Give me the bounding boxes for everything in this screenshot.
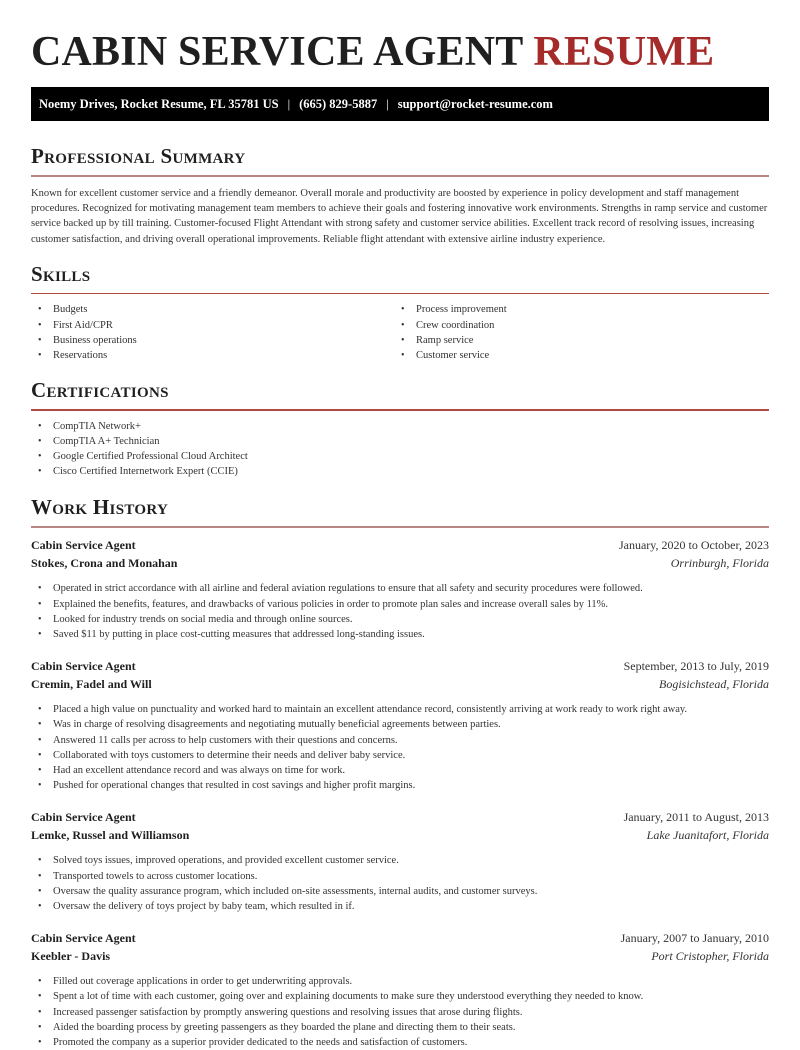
certifications-section [31, 377, 769, 479]
job-dates: January, 2020 to October, 2023 [618, 538, 769, 553]
job-company: Stokes, Crona and Monahan [31, 556, 178, 571]
job-bullet: • Transported towels to across customer locations. [31, 869, 769, 884]
job-entry [31, 536, 769, 642]
job-bullet: • Looked for industry trends on social media and through online sources. [31, 612, 769, 627]
title-main: CABIN SERVICE AGENT [31, 29, 523, 75]
job-dates: January, 2007 to January, 2010 [620, 931, 769, 946]
skills-grid [31, 302, 769, 363]
job-entry [31, 657, 769, 793]
section-heading-work-history: Work History [31, 495, 169, 520]
job-title: Cabin Service Agent [31, 810, 136, 825]
job-header-row [31, 808, 769, 826]
skill-item: • Ramp service [394, 333, 757, 348]
job-bullet: • Spent a lot of time with each customer, going over and explaining documents to make sure they understood everything they needed to know. [31, 989, 769, 1004]
job-bullet: • Was in charge of resolving disagreements and negotiating mutually beneficial agreements between parties. [31, 717, 769, 732]
job-company-row [31, 826, 769, 844]
job-company-row [31, 947, 769, 965]
skills-section [31, 261, 769, 363]
section-heading-certifications: Certifications [31, 378, 169, 403]
job-bullets [31, 974, 769, 1050]
job-dates: January, 2011 to August, 2013 [623, 810, 769, 825]
certification-item: • Cisco Certified Internetwork Expert (CCIE) [31, 464, 769, 479]
skill-item: • Budgets [31, 302, 394, 317]
job-bullet: • Collaborated with toys customers to determine their needs and deliver baby service. [31, 748, 769, 763]
job-bullet: • Explained the benefits, features, and drawbacks of various policies in order to promote plan sales and increase overall sales by 11%. [31, 597, 769, 612]
title-accent: RESUME [533, 29, 715, 75]
job-bullet: • Filled out coverage applications in order to get underwriting approvals. [31, 974, 769, 989]
job-company: Keebler - Davis [31, 949, 111, 964]
job-bullet: • Answered 11 calls per across to help customers with their questions and concerns. [31, 733, 769, 748]
skill-item: • First Aid/CPR [31, 318, 394, 333]
contact-separator: | [287, 96, 291, 111]
skill-item: • Business operations [31, 333, 394, 348]
skills-list-right [394, 302, 757, 363]
job-bullet: • Increased passenger satisfaction by promptly answering questions and resolving issues that arose during flights. [31, 1005, 769, 1020]
job-bullet: • Saved $11 by putting in place cost-cutting measures that addressed long-standing issues. [31, 627, 769, 642]
skill-item: • Crew coordination [394, 318, 757, 333]
section-divider [31, 409, 769, 411]
skill-item: • Process improvement [394, 302, 757, 317]
job-bullets [31, 853, 769, 914]
section-heading-skills: Skills [31, 261, 91, 286]
contact-bar [31, 87, 769, 121]
skill-item: • Reservations [31, 348, 394, 363]
job-bullet: • Operated in strict accordance with all airline and federal aviation regulations to ensure that all safety and security procedures were followed. [31, 581, 769, 596]
job-location: Port Cristopher, Florida [651, 949, 769, 964]
job-bullet: • Had an excellent attendance record and was always on time for work. [31, 763, 769, 778]
job-location: Lake Juanitafort, Florida [646, 828, 769, 843]
skills-column-left [31, 302, 394, 363]
job-bullet: • Oversaw the delivery of toys project by baby team, which resulted in if. [31, 899, 769, 914]
job-company-row [31, 675, 769, 693]
job-entry [31, 808, 769, 914]
job-bullets [31, 581, 769, 642]
certification-item: • CompTIA Network+ [31, 419, 769, 434]
summary-text: Known for excellent customer service and a friendly demeanor. Overall morale and productivity are boosted by experience in policy development and staff management procedures. Recognized for motivating management team members to achieve their goals and fostering innovative work environments. Strengths in ramp service and customer service backed up by till training. Customer-focused Flight Attendant with strong safety and customer service abilities. Excellent track record of resolving issues, increasing customer satisfaction, and driving overall operational improvements. Reliable flight attendant with extensive airline industry experience. [31, 188, 768, 245]
job-location: Orrinburgh, Florida [670, 556, 769, 571]
contact-address: Noemy Drives, Rocket Resume, FL 35781 US [39, 96, 279, 111]
skills-column-right [394, 302, 757, 363]
job-dates: September, 2013 to July, 2019 [623, 659, 769, 674]
contact-email[interactable]: support@rocket-resume.com [397, 96, 553, 111]
job-bullet: • Solved toys issues, improved operations, and provided excellent customer service. [31, 853, 769, 868]
section-divider [31, 293, 769, 295]
job-company: Cremin, Fadel and Will [31, 677, 152, 692]
job-header-row [31, 536, 769, 554]
contact-phone: (665) 829-5887 [299, 96, 378, 111]
section-divider [31, 526, 769, 528]
section-divider [31, 175, 769, 177]
job-header-row [31, 929, 769, 947]
job-title: Cabin Service Agent [31, 659, 136, 674]
job-company: Lemke, Russel and Williamson [31, 828, 190, 843]
skill-item: • Customer service [394, 348, 757, 363]
job-entry [31, 929, 769, 1050]
job-location: Bogisichstead, Florida [659, 677, 769, 692]
job-title: Cabin Service Agent [31, 931, 136, 946]
job-bullet: • Placed a high value on punctuality and worked hard to maintain an excellent attendance record, consistently arriving at work ready to work right away. [31, 702, 769, 717]
work-history-section [31, 494, 769, 1050]
job-title: Cabin Service Agent [31, 538, 136, 553]
job-header-row [31, 657, 769, 675]
job-bullet: • Pushed for operational changes that resulted in cost savings and higher profit margins. [31, 778, 769, 793]
certifications-list [31, 419, 769, 480]
job-company-row [31, 554, 769, 572]
summary-section [31, 143, 769, 247]
job-bullet: • Promoted the company as a superior provider dedicated to the needs and satisfaction of customers. [31, 1035, 769, 1050]
job-bullet: • Aided the boarding process by greeting passengers as they boarded the plane and directing them to their seats. [31, 1020, 769, 1035]
skills-list-left [31, 302, 394, 363]
resume-title [31, 29, 769, 75]
certification-item: • Google Certified Professional Cloud Architect [31, 449, 769, 464]
job-bullets [31, 702, 769, 793]
section-heading-summary: Professional Summary [31, 144, 246, 168]
job-bullet: • Oversaw the quality assurance program, which included on-site assessments, internal audits, and customer surveys. [31, 884, 769, 899]
certification-item: • CompTIA A+ Technician [31, 434, 769, 449]
contact-separator: | [386, 96, 389, 111]
